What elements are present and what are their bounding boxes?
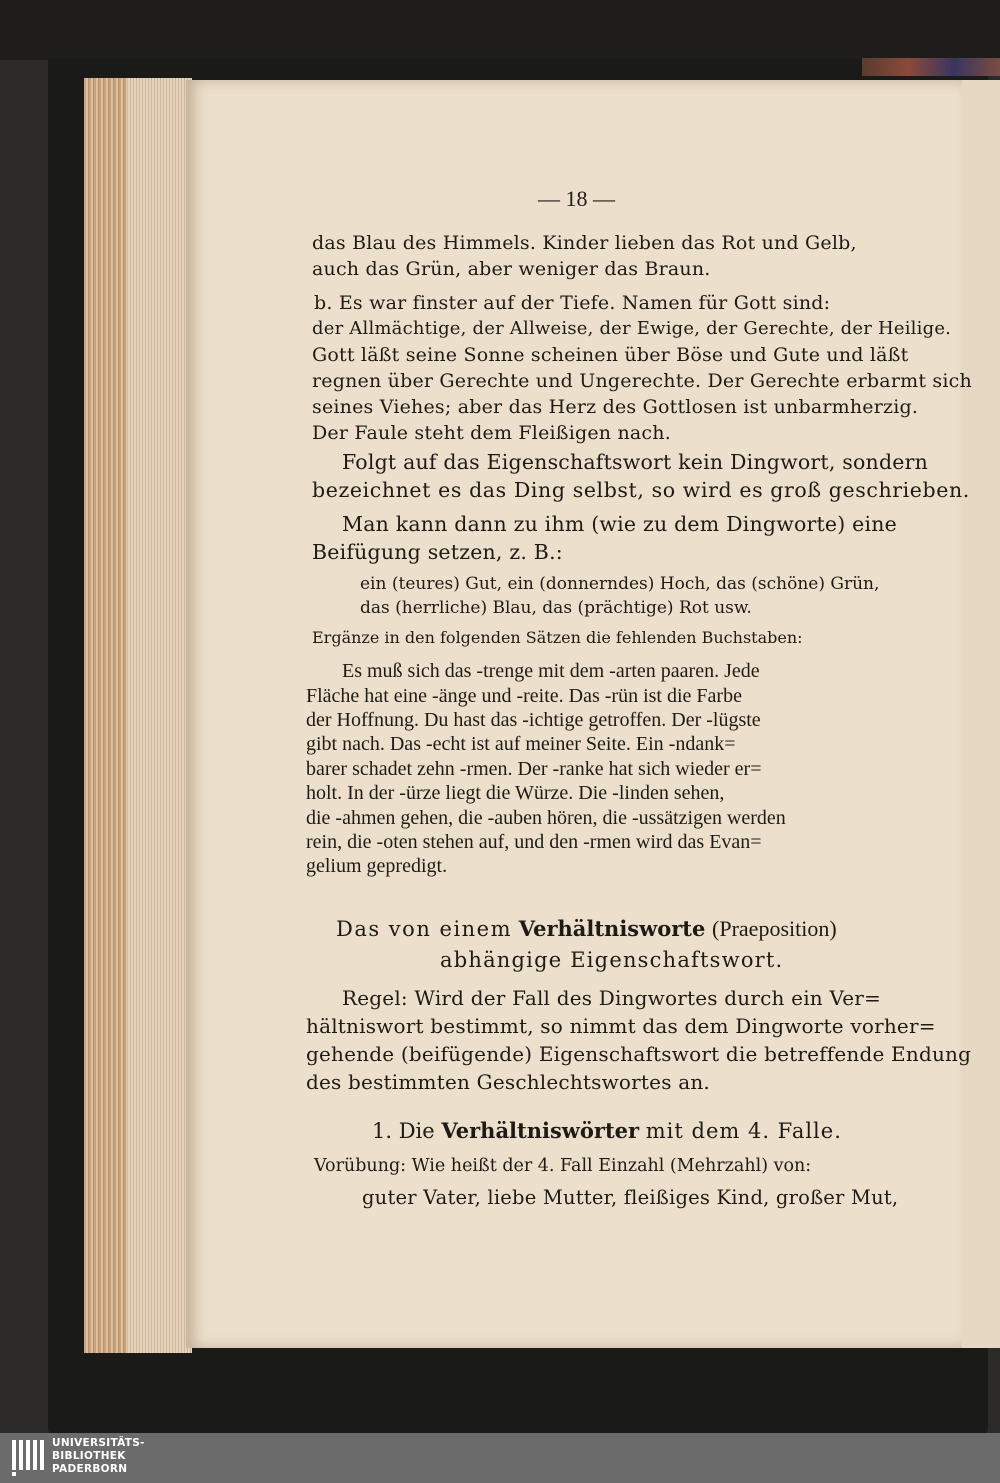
subheading-part: mit dem 4. Falle.	[645, 1119, 842, 1143]
example-line: das (herrliche) Blau, das (prächtige) Rot usw.	[360, 598, 752, 618]
exercise-line: gelium gepredigt.	[306, 855, 448, 877]
subheading-part: 1. Die	[372, 1119, 435, 1143]
heading-latin: (Praeposition)	[712, 916, 837, 941]
exercise-line: die -ahmen gehen, die -auben hören, die -ussätzigen werden	[306, 807, 786, 829]
exercise-line: gibt nach. Das -echt ist auf meiner Seite. Ein -ndank=	[306, 733, 736, 755]
text-line: bezeichnet es das Ding selbst, so wird es groß geschrieben.	[312, 478, 970, 502]
text-line: der Allmächtige, der Allweise, der Ewige, der Gerechte, der Heilige.	[312, 318, 952, 339]
text-line: regnen über Gerechte und Ungerechte. Der Gerechte erbarmt sich	[312, 370, 972, 392]
rule-line: Regel: Wird der Fall des Dingwortes durch ein Ver=	[342, 986, 882, 1010]
text-line: b. Es war finster auf der Tiefe. Namen für Gott sind:	[314, 292, 831, 314]
section-heading	[336, 916, 837, 942]
text-line: Folgt auf das Eigenschaftswort kein Dingwort, sondern	[342, 450, 929, 474]
section-heading-line2: abhängige Eigenschaftswort.	[440, 948, 784, 972]
subsection-heading	[372, 1118, 842, 1143]
subheading-bold: Verhältniswörter	[441, 1118, 640, 1143]
exercise-line: Es muß sich das -trenge mit dem -arten paaren. Jede	[342, 660, 760, 682]
exercise-line: holt. In der -ürze liegt die Würze. Die -linden sehen,	[306, 782, 725, 804]
rule-line: gehende (beifügende) Eigenschaftswort die betreffende Endung	[306, 1042, 972, 1066]
library-logo-text	[52, 1437, 145, 1476]
exercise-line: der Hoffnung. Du hast das -ichtige getroffen. Der -lügste	[306, 709, 761, 731]
example-line: ein (teures) Gut, ein (donnerndes) Hoch, das (schöne) Grün,	[360, 574, 880, 594]
exercise-instruction: Ergänze in den folgenden Sätzen die fehlenden Buchstaben:	[312, 628, 803, 647]
text-line: Beifügung setzen, z. B.:	[312, 540, 563, 564]
next-page-edge	[960, 80, 1000, 1348]
page-number: — 18 —	[538, 186, 615, 211]
logo-line: UNIVERSITÄTS-	[52, 1437, 145, 1449]
text-line: auch das Grün, aber weniger das Braun.	[312, 258, 711, 280]
cover-edge-decoration	[862, 58, 1000, 76]
exercise-line: rein, die -oten stehen auf, und den -rmen wird das Evan=	[306, 831, 762, 853]
logo-line: PADERBORN	[52, 1463, 128, 1475]
rule-line: des bestimmten Geschlechtswortes an.	[306, 1070, 710, 1094]
background-top	[0, 0, 1000, 60]
logo-line: BIBLIOTHEK	[52, 1450, 126, 1462]
heading-part: Das von einem	[336, 917, 513, 941]
exercise-line: barer schadet zehn -rmen. Der -ranke hat sich wieder er=	[306, 758, 762, 780]
practice-line: guter Vater, liebe Mutter, fleißiges Kind, großer Mut,	[362, 1186, 899, 1209]
library-columns-icon	[10, 1438, 46, 1478]
text-line: seines Viehes; aber das Herz des Gottlosen ist unbarmherzig.	[312, 396, 919, 418]
practice-line: Vorübung: Wie heißt der 4. Fall Einzahl (Mehrzahl) von:	[314, 1156, 812, 1176]
page-stack-edges	[128, 78, 192, 1353]
text-line: das Blau des Himmels. Kinder lieben das Rot und Gelb,	[312, 232, 857, 254]
footer-bar	[0, 1433, 1000, 1483]
text-line: Gott läßt seine Sonne scheinen über Böse und Gute und läßt	[312, 344, 909, 366]
text-line: Man kann dann zu ihm (wie zu dem Dingworte) eine	[342, 512, 897, 536]
book-page	[186, 80, 972, 1348]
heading-bold: Verhältnisworte	[518, 916, 706, 941]
rule-line: hältniswort bestimmt, so nimmt das dem Dingworte vorher=	[306, 1014, 936, 1038]
exercise-line: Fläche hat eine -änge und -reite. Das -rün ist die Farbe	[306, 685, 742, 707]
text-line: Der Faule steht dem Fleißigen nach.	[312, 422, 671, 444]
